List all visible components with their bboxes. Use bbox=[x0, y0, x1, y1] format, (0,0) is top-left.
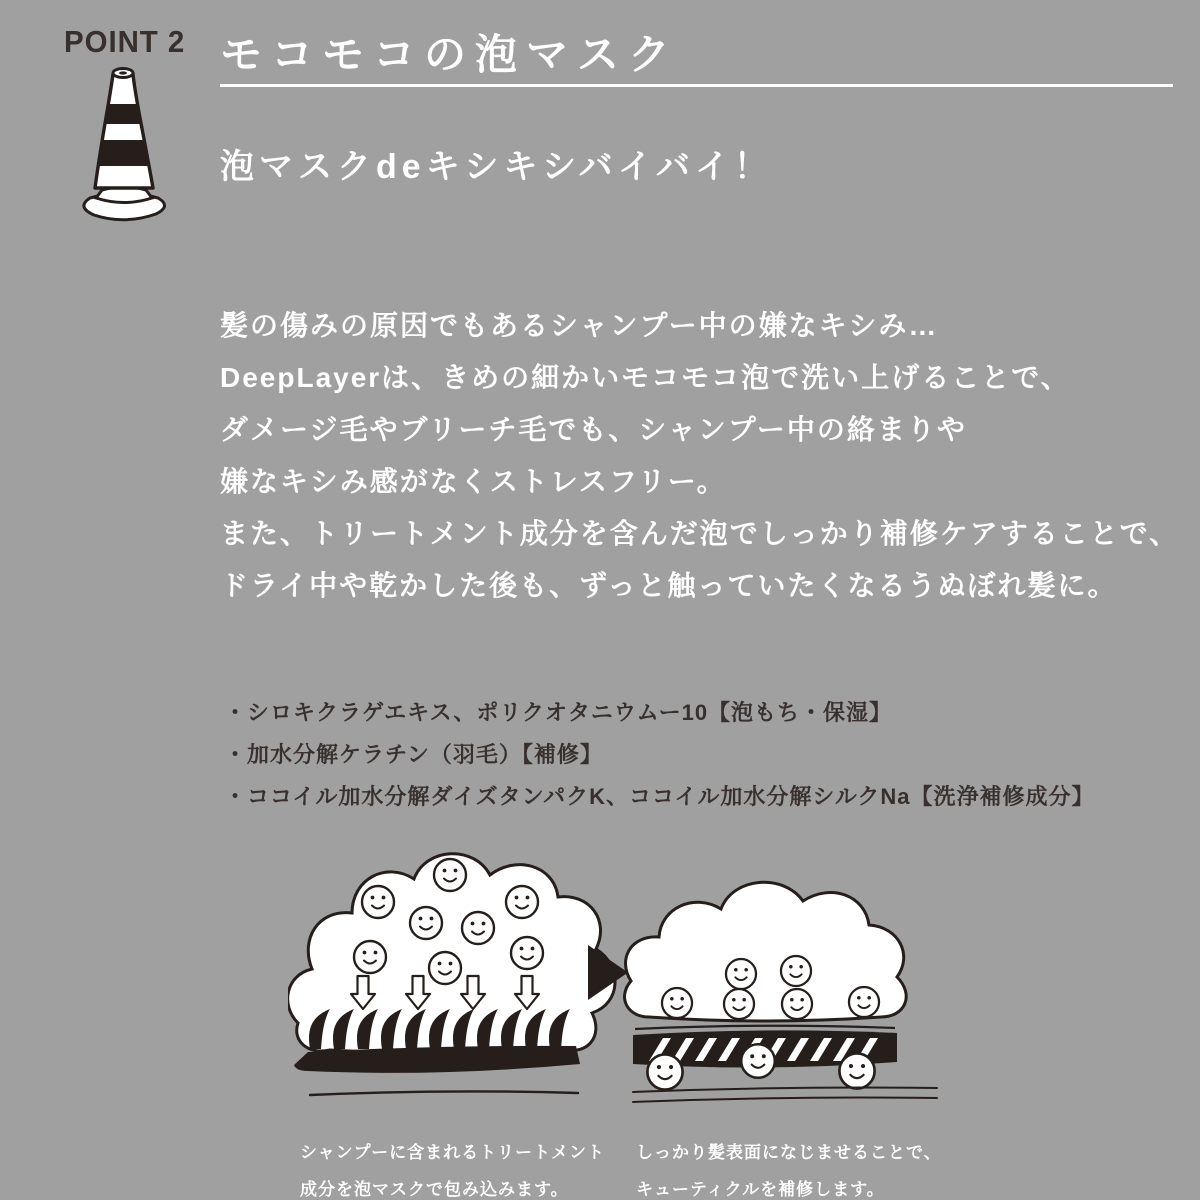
body-line: ダメージ毛やブリーチ毛でも、シャンプー中の絡まりや bbox=[220, 414, 967, 445]
body-line: 髪の傷みの原因でもあるシャンプー中の嫌なキシみ… bbox=[220, 310, 939, 341]
baseline bbox=[633, 1098, 937, 1103]
body-line: また、トリートメント成分を含んだ泡でしっかり補修ケアすることで、 bbox=[220, 518, 1180, 549]
before-caption bbox=[300, 1134, 605, 1200]
body-line: ドライ中や乾かした後も、ずっと触っていたくなるうぬぼれ髪に。 bbox=[220, 570, 1118, 601]
foam-repairing-cuticle-illustration bbox=[615, 865, 950, 1120]
caption-line: シャンプーに含まれるトリートメント bbox=[300, 1143, 605, 1162]
caption-line: しっかり髪表面になじませることで、 bbox=[636, 1143, 942, 1162]
bubble-smiley bbox=[839, 1053, 874, 1088]
bubble-smiley bbox=[647, 1054, 682, 1089]
baseline bbox=[310, 1091, 578, 1095]
bubble-smiley bbox=[782, 989, 812, 1019]
bubble-smiley bbox=[434, 859, 466, 891]
baseline bbox=[633, 1088, 937, 1093]
ingredient-item: ・ココイル加水分解ダイズタンパクK、ココイル加水分解シルクNa【洗浄補修成分】 bbox=[224, 784, 1095, 809]
ingredient-item: ・シロキクラゲエキス、ポリクオタニウムー10【泡もち・保湿】 bbox=[224, 700, 893, 725]
ingredient-list bbox=[224, 692, 1095, 818]
bubble-smiley bbox=[849, 987, 879, 1017]
bubble-smiley bbox=[724, 989, 754, 1019]
bubble-smiley bbox=[726, 959, 756, 989]
bubble-smiley bbox=[410, 907, 442, 939]
body-line: DeepLayerは、きめの細かいモコモコ泡で洗い上げることで、 bbox=[220, 362, 1071, 393]
bubble-smiley bbox=[741, 1044, 775, 1078]
subtitle: 泡マスクdeキシキシバイバイ！ bbox=[220, 148, 773, 186]
foam-mask-wrapping-treatment-illustration bbox=[288, 845, 633, 1115]
point-label: POINT 2 bbox=[64, 24, 186, 59]
bubble-smiley bbox=[354, 941, 386, 973]
caption-line: 成分を泡マスクで包み込みます。 bbox=[300, 1180, 569, 1199]
bubble-smiley bbox=[662, 988, 692, 1018]
bubble-smiley bbox=[429, 952, 461, 984]
traffic-cone-icon bbox=[72, 64, 176, 232]
caption-line: キューティクルを補修します。 bbox=[636, 1180, 885, 1199]
body-line: 嫌なキシみ感がなくストレスフリー。 bbox=[220, 466, 727, 497]
bubble-smiley bbox=[362, 886, 394, 918]
body-copy bbox=[220, 300, 1179, 612]
bubble-smiley bbox=[462, 912, 494, 944]
hair-surface-line bbox=[635, 1026, 895, 1029]
bubble-smiley bbox=[511, 937, 543, 969]
title-underline bbox=[220, 84, 1173, 87]
after-caption bbox=[636, 1134, 942, 1200]
ingredient-item: ・加水分解ケラチン（羽毛）【補修】 bbox=[224, 742, 603, 767]
bubble-smiley bbox=[781, 956, 811, 986]
bubble-smiley bbox=[506, 886, 538, 918]
page-title: モコモコの泡マスク bbox=[220, 31, 680, 78]
